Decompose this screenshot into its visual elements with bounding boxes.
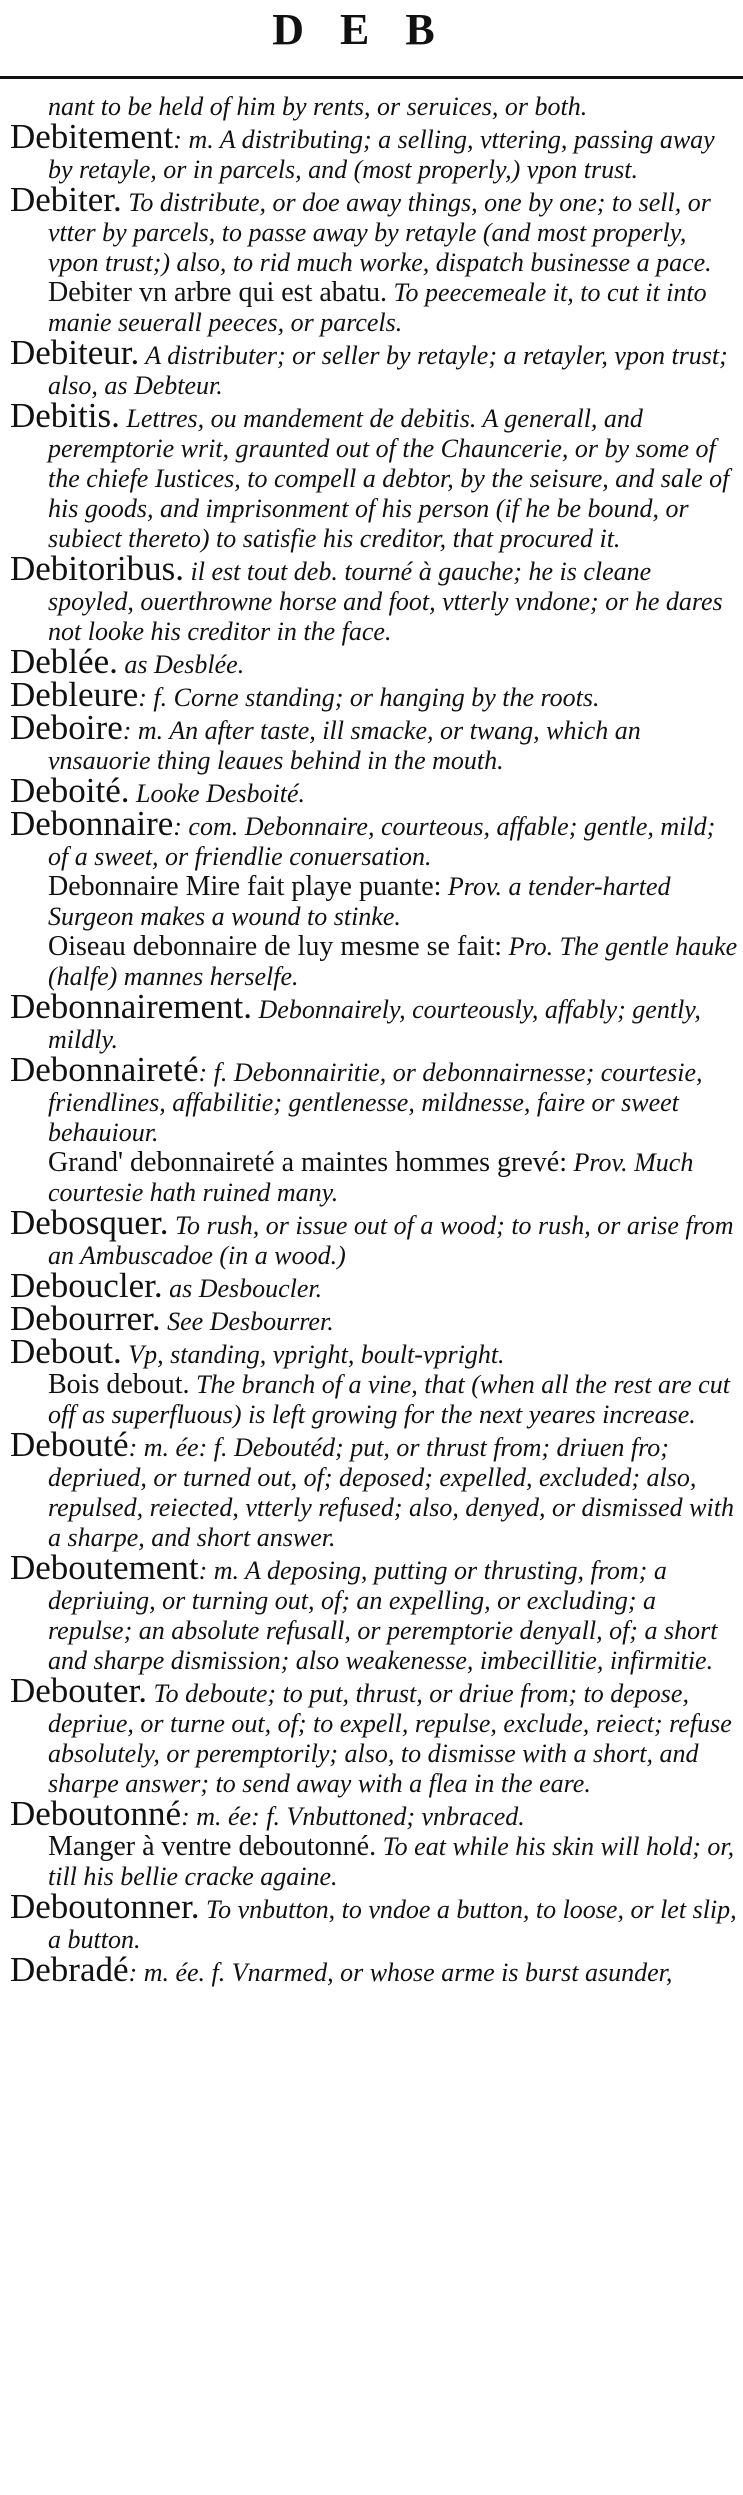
entry-definition: nant to be held of him by rents, or seruices, or both. (48, 92, 588, 121)
entry-headword: Debiter vn arbre qui est abatu. (48, 277, 387, 308)
entry-headword: Grand' debonnaireté a maintes hommes grevé: (48, 1147, 567, 1178)
entry-headword: Deboité. (10, 771, 130, 810)
entry-headword: Deboutonner. (10, 1887, 200, 1926)
dictionary-entry (10, 1950, 738, 1989)
entry-definition: To vnbutton, to vndoe a button, to loose, or let slip, a button. (48, 1895, 737, 1954)
sub-entry (10, 278, 738, 338)
entry-definition: See Desbourrer. (160, 1307, 334, 1336)
entry-headword: Debradé (10, 1950, 129, 1989)
dictionary-entry (10, 1050, 738, 1148)
entry-list (10, 92, 738, 1988)
entry-definition: il est tout deb. tourné à gauche; he is cleane spoyled, ouerthrowne horse and foot, vtterly vndone; or he dares not looke his creditor in the face. (48, 557, 723, 646)
dictionary-entry (10, 708, 738, 776)
entry-headword: Debout. (10, 1332, 122, 1371)
entry-definition: Debonnairely, courteously, affably; gently, mildly. (48, 995, 701, 1054)
dictionary-entry (10, 396, 738, 554)
entry-definition: : m. ée. f. Vnarmed, or whose arme is burst asunder, (128, 1958, 673, 1987)
entry-headword: Debonnaire (10, 804, 174, 843)
entry-definition: Looke Desboité. (129, 779, 306, 808)
dictionary-entry (10, 1887, 738, 1955)
entry-definition: Prov. a tender-harted Surgeon makes a wound to stinke. (48, 872, 671, 931)
dictionary-entry (10, 987, 738, 1055)
entry-headword: Debleure (10, 675, 139, 714)
entry-definition: To peecemeale it, to cut it into manie seuerall peeces, or parcels. (48, 278, 707, 337)
header-rule (0, 76, 743, 79)
dictionary-entry (10, 333, 738, 401)
entry-definition: : m. A distributing; a selling, vttering, passing away by retayle, or in parcels, and (most properly,) vpon trust. (48, 125, 715, 184)
entry-definition: A distributer; or seller by retayle; a retayler, vpon trust; also, as Debteur. (48, 341, 728, 400)
entry-headword: Debonnairement. (10, 987, 252, 1026)
dictionary-entry (10, 1548, 738, 1676)
entry-definition: : m. An after taste, ill smacke, or twang, which an vnsauorie thing leaues behind in the mouth. (48, 716, 641, 775)
entry-definition: Lettres, ou mandement de debitis. A generall, and peremptorie writ, graunted out of the Chauncerie, or by some of the chiefe Iustices, to compell a debtor, by the seisure, and sale of his goods, and imprisonment of his person (if he be bound, or subiect thereto) to satisfie his creditor, that procured it. (48, 404, 730, 553)
dictionary-entry (10, 1425, 738, 1553)
dictionary-entry (10, 804, 738, 872)
entry-headword: Debitement (10, 117, 174, 156)
dictionary-entry (10, 180, 738, 278)
dictionary-entry (10, 1332, 738, 1371)
entry-headword: Deboucler. (10, 1266, 163, 1305)
sub-entry (10, 1370, 738, 1430)
sub-entry (10, 932, 738, 992)
sub-entry (10, 1832, 738, 1892)
entry-definition: : f. Corne standing; or hanging by the roots. (138, 683, 600, 712)
entry-headword: Deboutement (10, 1548, 199, 1587)
dictionary-entry (10, 1794, 738, 1833)
entry-headword: Debouté (10, 1425, 129, 1464)
entry-definition: as Desboucler. (162, 1274, 323, 1303)
dictionary-entry (10, 1203, 738, 1271)
entry-definition: : f. Debonnairitie, or debonnairnesse; courtesie, friendlines, affabilitie; gentlenesse, mildnesse, faire or sweet behauiour. (48, 1058, 703, 1147)
entry-headword: Debosquer. (10, 1203, 169, 1242)
entry-headword: Oiseau debonnaire de luy mesme se fait: (48, 931, 503, 962)
entry-definition: To rush, or issue out of a wood; to rush, or arise from an Ambuscadoe (in a wood.) (48, 1211, 734, 1270)
entry-headword: Deboire (10, 708, 123, 747)
entry-headword: Bois debout. (48, 1369, 190, 1400)
entry-headword: Debonnaire Mire fait playe puante: (48, 871, 442, 902)
entry-definition: To distribute, or doe away things, one by one; to sell, or vtter by parcels, to passe away by retayle (and most properly, vpon trust;) also, to rid much worke, dispatch businesse a pace. (48, 188, 712, 277)
dictionary-entry (10, 117, 738, 185)
page-header: DEB (272, 5, 471, 54)
entry-definition: : m. ée: f. Vnbuttoned; vnbraced. (181, 1802, 525, 1831)
entry-headword: Debouter. (10, 1671, 148, 1710)
entry-headword: Debitoribus. (10, 549, 185, 588)
entry-headword: Manger à ventre deboutonné. (48, 1831, 377, 1862)
entry-definition: : m. A deposing, putting or thrusting, from; a depriuing, or turning out, of; an expelling, or excluding; a repulse; an absolute refusall, or peremptorie denyall, of; a short and sharpe dismission; also weakenesse, imbecillitie, infirmitie. (48, 1556, 718, 1675)
entry-definition: The branch of a vine, that (when all the rest are cut off as superfluous) is left growing for the next yeares increase. (48, 1370, 730, 1429)
entry-definition: Prov. Much courtesie hath ruined many. (48, 1148, 694, 1207)
entry-headword: Debiter. (10, 180, 122, 219)
entry-definition: as Desblée. (117, 650, 245, 679)
entry-headword: Debonnaireté (10, 1050, 199, 1089)
entry-definition: Pro. The gentle hauke (halfe) mannes herselfe. (48, 932, 738, 991)
sub-entry (10, 1148, 738, 1208)
sub-entry (10, 872, 738, 932)
entry-headword: Debiteur. (10, 333, 140, 372)
entry-definition: : com. Debonnaire, courteous, affable; gentle, mild; of a sweet, or friendlie conuersation. (48, 812, 716, 871)
entry-headword: Deblée. (10, 642, 118, 681)
dictionary-entry (10, 549, 738, 647)
dictionary-entry (10, 1671, 738, 1799)
entry-headword: Debitis. (10, 396, 120, 435)
entry-definition: To eat while his skin will hold; or, till his bellie cracke againe. (48, 1832, 735, 1891)
entry-headword: Deboutonné (10, 1794, 182, 1833)
entry-definition: : m. ée: f. Deboutéd; put, or thrust from; driuen fro; depriued, or turned out, of; deposed; expelled, excluded; also, repulsed, reiected, vtterly refused; also, denyed, or dismissed with a sharpe, and short answer. (48, 1433, 734, 1552)
entry-headword: Debourrer. (10, 1299, 161, 1338)
entry-definition: To deboute; to put, thrust, or driue from; to depose, depriue, or turne out, of; to expell, repulse, exclude, reiect; refuse absolutely, or peremptorily; also, to dismisse with a short, and sharpe answer; to send away with a flea in the eare. (48, 1679, 732, 1798)
entry-definition: Vp, standing, vpright, boult-vpright. (121, 1340, 505, 1369)
